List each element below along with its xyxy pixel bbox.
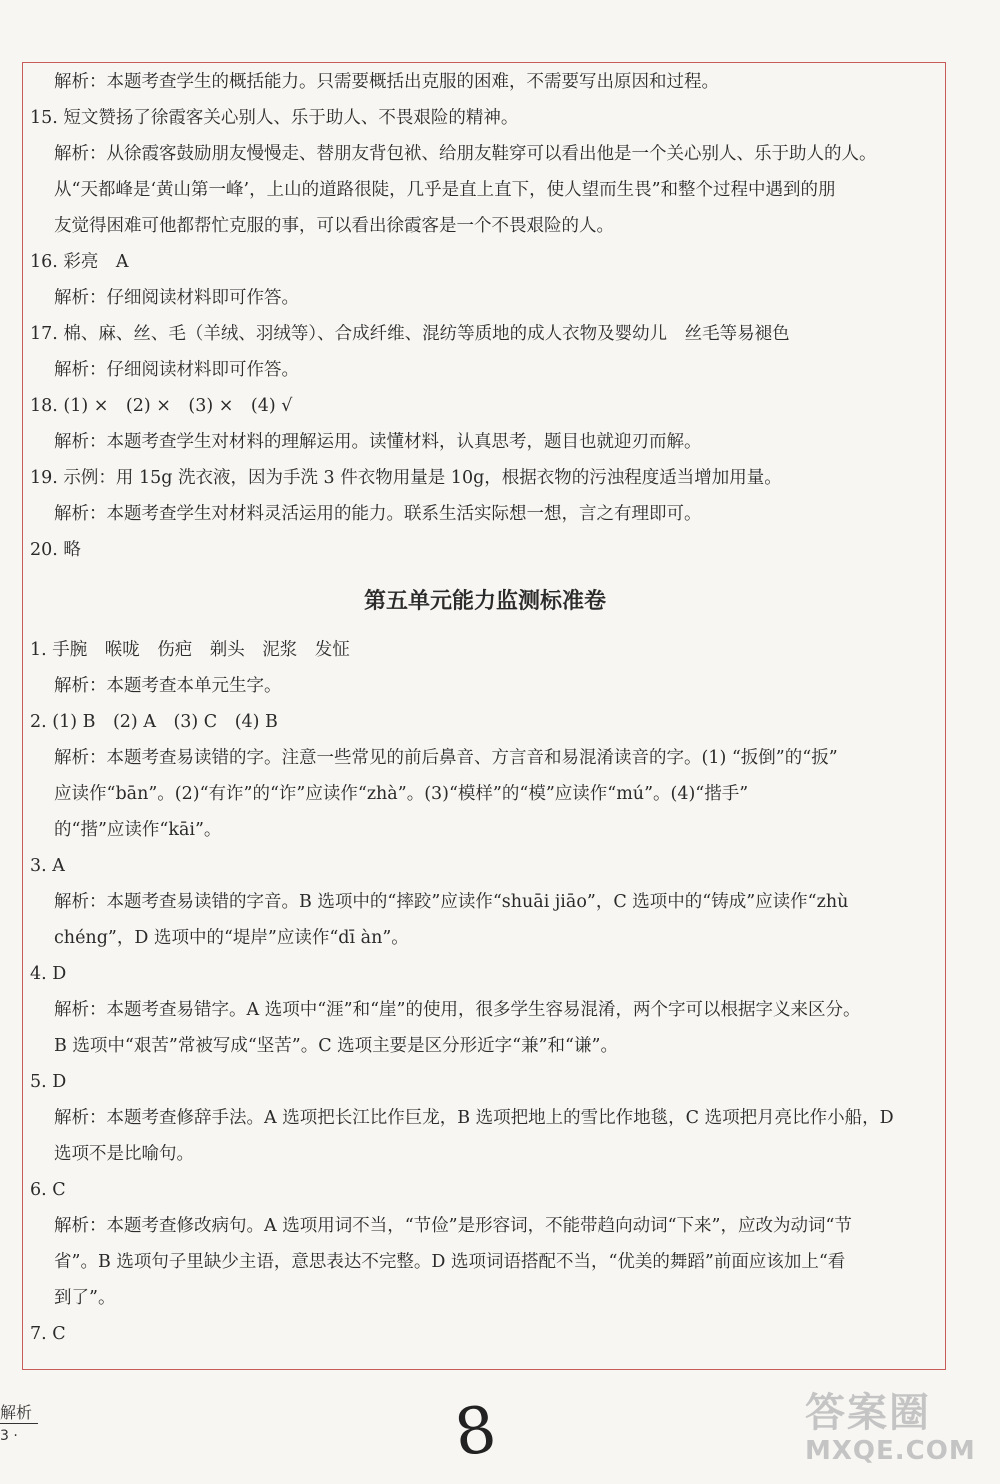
answer-line: 3. A: [30, 856, 65, 876]
page-content: [30, 64, 940, 1352]
explanation-line: 到了”。: [54, 1288, 116, 1308]
answer-line: 19. 示例：用 15g 洗衣液，因为手洗 3 件衣物用量是 10g，根据衣物的污浊程度适当增加用量。: [30, 468, 782, 488]
explanation-line: 从“天都峰是‘黄山第一峰’，上山的道路很陡，几乎是直上直下，使人望而生畏”和整个过程中遇到的朋: [54, 180, 836, 200]
answer-line: 4. D: [30, 964, 67, 984]
explanation-line: 解析：本题考查易错字。A 选项中“涯”和“崖”的使用，很多学生容易混淆，两个字可以根据字义来区分。: [54, 1000, 861, 1020]
answer-line: 1. 手腕 喉咙 伤疤 剃头 泥浆 发怔: [30, 640, 350, 660]
answer-list-bottom: [30, 632, 940, 1352]
answer-line: 16. 彩亮 A: [30, 252, 129, 272]
answer-line: 2. (1) B (2) A (3) C (4) B: [30, 712, 278, 732]
explanation-line: 解析：本题考查学生对材料灵活运用的能力。联系生活实际想一想，言之有理即可。: [54, 504, 702, 524]
explanation-line: 解析：本题考查易读错的字音。B 选项中的“摔跤”应读作“shuāi jiāo”，C 选项中的“铸成”应读作“zhù: [54, 892, 849, 912]
explanation-line: B 选项中“艰苦”常被写成“坚苦”。C 选项主要是区分形近字“兼”和“谦”。: [54, 1036, 618, 1056]
explanation-line: 解析：从徐霞客鼓励朋友慢慢走、替朋友背包袱、给朋友鞋穿可以看出他是一个关心别人、乐于助人的人。: [54, 144, 877, 164]
answer-line: 18. (1) × (2) × (3) × (4) √: [30, 396, 293, 416]
explanation-line: 解析：仔细阅读材料即可作答。: [54, 288, 299, 308]
answer-list-top: [30, 64, 940, 568]
footer-page-fragment: 3 ·: [0, 1428, 18, 1444]
footer-label: 解析: [0, 1400, 38, 1424]
explanation-line: 解析：本题考查修改病句。A 选项用词不当，“节俭”是形容词，不能带趋向动词“下来”，应改为动词“节: [54, 1216, 852, 1236]
explanation-line: 解析：本题考查易读错的字。注意一些常见的前后鼻音、方言音和易混淆读音的字。(1) “扳倒”的“扳”: [54, 748, 838, 768]
explanation-line: 解析：本题考查本单元生字。: [54, 676, 282, 696]
answer-line: 6. C: [30, 1180, 66, 1200]
section-title: 第五单元能力监测标准卷: [363, 589, 606, 614]
explanation-line: 选项不是比喻句。: [54, 1144, 194, 1164]
explanation-line: 解析：本题考查修辞手法。A 选项把长江比作巨龙，B 选项把地上的雪比作地毯，C 选项把月亮比作小船，D: [54, 1108, 894, 1128]
watermark-top: 答案圈: [805, 1390, 931, 1436]
explanation-line: 解析：本题考查学生的概括能力。只需要概括出克服的困难，不需要写出原因和过程。: [54, 72, 719, 92]
watermark-bottom: MXQE.COM: [805, 1436, 976, 1466]
answer-line: 17. 棉、麻、丝、毛（羊绒、羽绒等）、合成纤维、混纺等质地的成人衣物及婴幼儿 丝毛等易褪色: [30, 324, 790, 344]
handwritten-page-number: 8: [450, 1392, 501, 1472]
watermark-logo: [805, 1390, 995, 1480]
answer-line: 20. 略: [30, 540, 81, 560]
explanation-line: 友觉得困难可他都帮忙克服的事，可以看出徐霞客是一个不畏艰险的人。: [54, 216, 614, 236]
explanation-line: 省”。B 选项句子里缺少主语，意思表达不完整。D 选项词语搭配不当，“优美的舞蹈”前面应该加上“看: [54, 1252, 846, 1272]
explanation-line: chéng”，D 选项中的“堤岸”应读作“dī àn”。: [54, 928, 409, 948]
answer-line: 15. 短文赞扬了徐霞客关心别人、乐于助人、不畏艰险的精神。: [30, 108, 519, 128]
explanation-line: 解析：本题考查学生对材料的理解运用。读懂材料，认真思考，题目也就迎刃而解。: [54, 432, 702, 452]
answer-line: 5. D: [30, 1072, 67, 1092]
explanation-line: 应读作“bān”。(2)“有诈”的“诈”应读作“zhà”。(3)“模样”的“模”应读作“mú”。(4)“揩手”: [54, 784, 749, 804]
explanation-line: 的“揩”应读作“kāi”。: [54, 820, 222, 840]
explanation-line: 解析：仔细阅读材料即可作答。: [54, 360, 299, 380]
answer-line: 7. C: [30, 1324, 66, 1344]
